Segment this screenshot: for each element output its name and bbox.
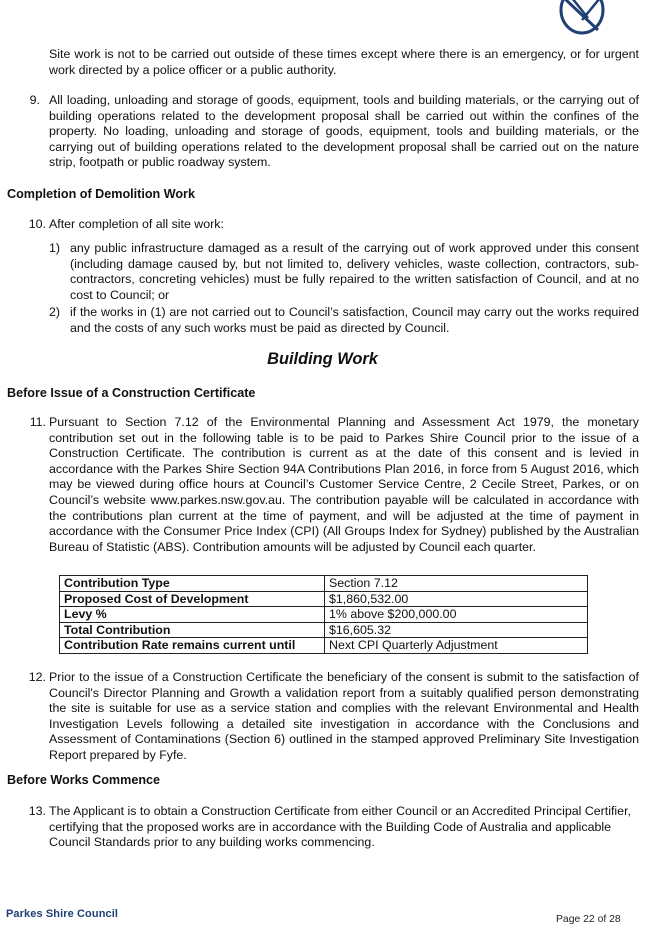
sub-item-1-number: 1) xyxy=(49,241,61,255)
page-number: Page 22 of 28 xyxy=(556,914,621,925)
intro-paragraph: Site work is not to be carried out outside of these times except where there is an emergency, or for urgent work directed by a police officer or a public authority. xyxy=(49,47,639,77)
sub-item-2-text: if the works in (1) are not carried out to Council’s satisfaction, Council may carry out the works required and the costs of any such works must be paid as directed by Council. xyxy=(70,305,639,335)
table-row xyxy=(60,638,588,654)
item-11-text: Pursuant to Section 7.12 of the Environmental Planning and Assessment Act 1979, the monetary contribution set out in the following table is to be paid to Parkes Shire Council prior to the issue of a Construction Certificate. The contribution is current as at the date of this consent and is levied in accordance with the Parkes Shire Section 94A Contributions Plan 2016, in force from 5 August 2016, which may be viewed during office hours at Council’s Customer Service Centre, 2 Cecile Street, Parkes, or on Council’s website www.parkes.nsw.gov.au. The contribution payable will be calculated in accordance with the contributions plan current at the time of payment, and will be adjusted at the time of payment in accordance with the Consumer Price Index (CPI) (All Groups Index for Sydney) published by the Australian Bureau of Statistic (ABS). Contribution amounts will be adjusted by Council each quarter. xyxy=(49,415,639,554)
table-row xyxy=(60,576,588,592)
before-construction-certificate-heading: Before Issue of a Construction Certificate xyxy=(7,386,256,400)
demolition-heading: Completion of Demolition Work xyxy=(7,187,195,201)
table-row xyxy=(60,622,588,638)
table-row xyxy=(60,591,588,607)
item-12-text: Prior to the issue of a Construction Certificate the beneficiary of the consent is submit to the satisfaction of Council's Director Planning and Growth a validation report from a suitably qualified person demonstrating the site is suitable for use as a service station and complies with the relevant Environmental and Health Investigation Levels following a detailed site investigation in accordance with the Conclusions and Assessment of Contaminations (Section 6) outlined in the stamped approved Preliminary Site Investigation Report prepared by Fyfe. xyxy=(49,670,639,762)
item-10-text: After completion of all site work: xyxy=(49,217,224,231)
table-cell-label: Levy % xyxy=(60,607,325,623)
table-cell-label: Contribution Type xyxy=(60,576,325,592)
footer-organisation: Parkes Shire Council xyxy=(6,908,119,920)
table-cell-label: Total Contribution xyxy=(60,622,325,638)
table-cell-label: Contribution Rate remains current until xyxy=(60,638,325,654)
item-11-number: 11. xyxy=(29,415,46,429)
table-cell-value: $16,605.32 xyxy=(325,622,588,638)
parkes-shire-logo-icon xyxy=(558,0,608,38)
item-9-text: All loading, unloading and storage of goods, equipment, tools and building materials, or the carrying out of building operations related to the development proposal shall be carried out within the confines of the property. No loading, unloading and storage of goods, equipment, tools and building materials, or the carrying out of building operations related to the development proposal shall be carried out on the nature strip, footpath or public roadway system. xyxy=(49,93,639,170)
table-cell-value: 1% above $200,000.00 xyxy=(325,607,588,623)
item-9-number: 9. xyxy=(29,93,40,107)
item-13-text: The Applicant is to obtain a Construction Certificate from either Council or an Accredited Principal Certifier, certifying that the proposed works are in accordance with the Building Code of Australia and applicable Council Standards prior to any building works commencing. xyxy=(49,804,631,850)
sub-item-2-number: 2) xyxy=(49,305,61,319)
item-12-number: 12. xyxy=(28,670,46,684)
contribution-table xyxy=(59,575,588,654)
building-work-title: Building Work xyxy=(267,350,378,368)
sub-item-1-text: any public infrastructure damaged as a result of the carrying out of work approved under this consent (including damage caused by, but not limited to, delivery vehicles, waste collection, contractors, sub-contractors, concreting vehicles) must be fully repaired to the written satisfaction of Council, and at no cost to Council; or xyxy=(70,241,639,302)
table-cell-value: Next CPI Quarterly Adjustment xyxy=(325,638,588,654)
item-13-number: 13. xyxy=(28,804,46,818)
before-works-commence-heading: Before Works Commence xyxy=(7,773,161,787)
table-row xyxy=(60,607,588,623)
item-10-number: 10. xyxy=(28,217,46,231)
table-cell-value: Section 7.12 xyxy=(325,576,588,592)
table-cell-label: Proposed Cost of Development xyxy=(60,591,325,607)
table-cell-value: $1,860,532.00 xyxy=(325,591,588,607)
